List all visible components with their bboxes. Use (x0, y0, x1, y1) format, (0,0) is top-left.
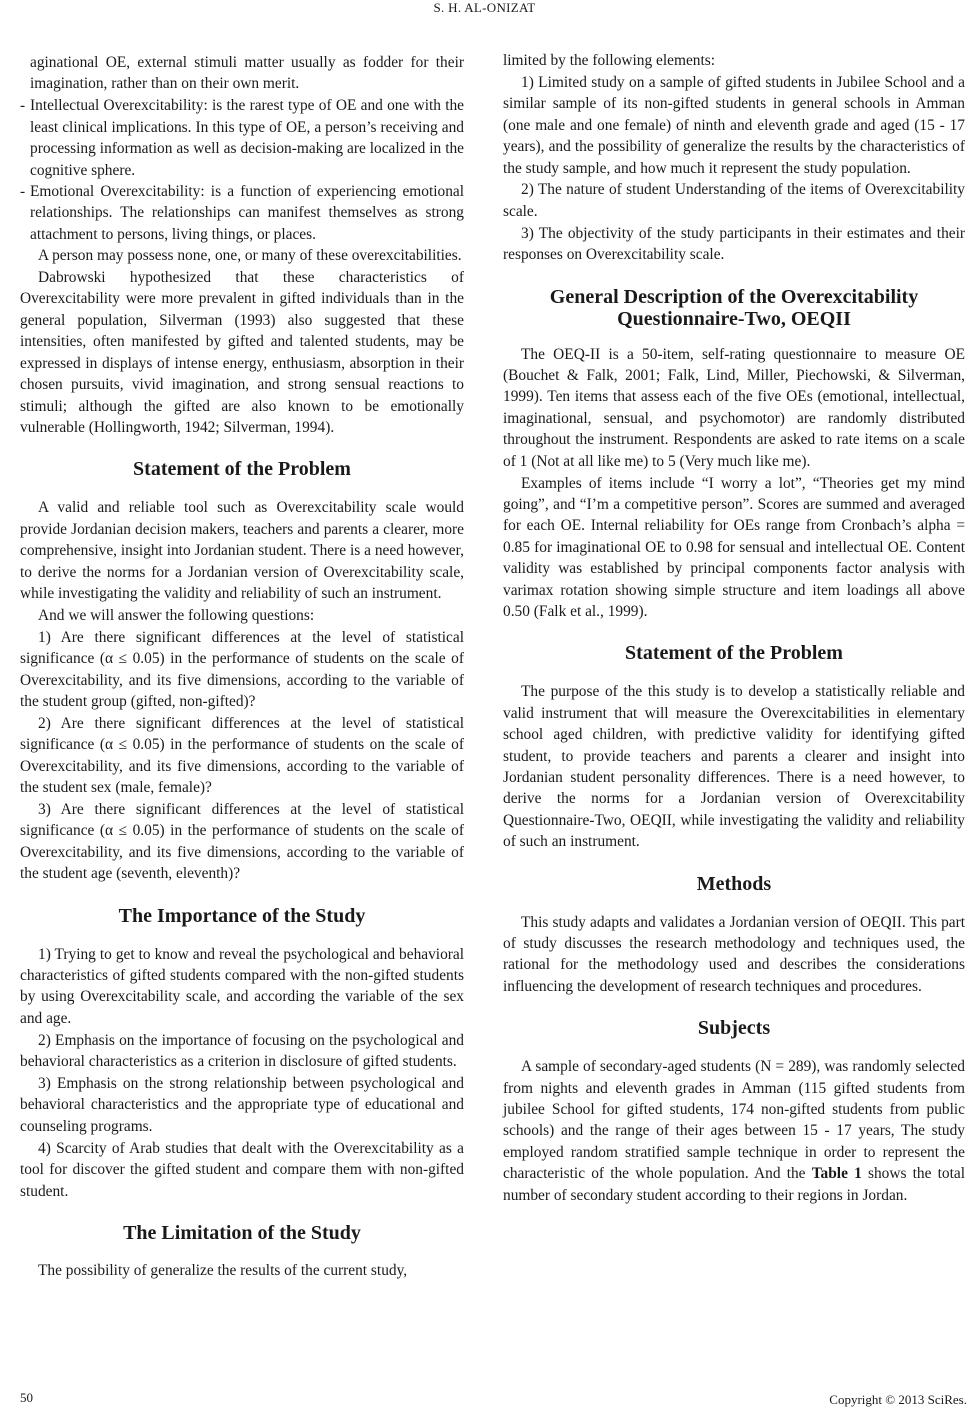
bullet-item (20, 181, 464, 245)
page-number: 50 (20, 1390, 33, 1405)
question-item: 2) Are there significant differences at the level of statistical significance (α ≤ 0.05) in the performance of students on the scale of Overexcitability, and its five dimensions, according to the variable of the student sex (male, female)? (20, 714, 464, 797)
paragraph: Dabrowski hypothesized that these characteristics of Overexcitability were more prevalent in gifted individuals than in the general population, Silverman (1993) also suggested that these intensities, often manifested by gifted and talented students, may be expressed in displays of intense energy, enthusiasm, absorption in their chosen pursuits, vivid imagination, and strong sensual reactions to stimuli; although the gifted are also known to be emotionally vulnerable (Hollingworth, 1942; Silverman, 1994). (20, 269, 464, 436)
section-heading: Statement of the Problem (625, 642, 843, 665)
section-heading: The Limitation of the Study (123, 1222, 361, 1244)
section-heading: Statement of the Problem (133, 458, 351, 481)
limitation-item: 2) The nature of student Understanding of the items of Overexcitability scale. (503, 181, 965, 220)
copyright-notice: Copyright © 2013 SciRes. (829, 1392, 967, 1407)
bullet-dash: - (20, 182, 26, 200)
paragraph: The purpose of the this study is to develop a statistically reliable and valid instrument that will measure the Overexcitabilities in elementary school aged children, with predictive validity for identifying gifted student, to provide teachers and parents a clearer and insight into Jordanian student personality differences. There is a need however, to derive the norms for a Jordanian version of Overexcitability Questionnaire-Two, OEQII, while investigating the validity and reliability of such an instrument. (503, 683, 965, 851)
importance-item: 4) Scarcity of Arab studies that dealt with the Overexcitability as a tool for discover the gifted student and compare them with non-gifted student. (20, 1139, 464, 1200)
section-heading: Subjects (697, 1017, 771, 1040)
bullet-dash: - (20, 97, 26, 115)
paragraph: A person may possess none, one, or many of these overexcitabilities. (38, 247, 462, 265)
paragraph: A valid and reliable tool such as Overexcitability scale would provide Jordanian decision makers, teachers and parents a clearer, more comprehensive, insight into Jordanian student. There is a need however, to derive the norms for a Jordanian version of Overexcitability scale, while investigating the validity and reliability of such an instrument. (20, 499, 464, 602)
right-column (503, 50, 965, 1207)
paragraph: The OEQ-II is a 50-item, self-rating questionnaire to measure OE (Bouchet & Falk, 2001; Falk, Lind, Miller, Piechowski, & Silverman, 1999). Ten items that assess each of the five OEs (emotional, intellectual, imaginational, sensual, and psychomotor) are randomly distributed throughout the instrument. Respondents are asked to rate items on a scale of 1 (Not at all like me) to 5 (Very much like me). (503, 345, 965, 470)
section-heading: Methods (696, 872, 772, 895)
paragraph-text: A sample of secondary-aged students (N = 289), was randomly selected from nights and eleventh grades in Amman (115 gifted students from jubilee School for gifted students, 174 non-gifted students from public schools) and the range of their ages between 15 - 17 years, The study employed random stratified sample technique in order to represent the characteristic of the whole population. And the (503, 1058, 965, 1183)
question-item: 1) Are there significant differences at the level of statistical significance (α ≤ 0.05) in the performance of students on the scale of Overexcitability, and its five dimensions, according to the variable of the student group (gifted, non-gifted)? (20, 628, 464, 710)
paragraph-text: shows the total number of secondary student according to their regions in Jordan. (503, 1165, 965, 1204)
paragraph: This study adapts and validates a Jordanian version of OEQII. This part of study discusses the research methodology and techniques used, the rational for the methodology used and describes the considerations influencing the development of research techniques and procedures. (503, 913, 965, 995)
section-heading: General Description of the Overexcitability Questionnaire-Two, OEQII (549, 285, 919, 330)
importance-item: 1) Trying to get to know and reveal the psychological and behavioral characteristics of gifted students compared with the non-gifted students by using Overexcitability scale, and according the variable of the sex and age. (20, 945, 464, 1027)
paragraph: Examples of items include “I worry a lot”, “Theories get my mind going”, and “I’m a competitive person”. Scores are summed and averaged for each OE. Internal reliability for OEs range from Cronbach’s alpha = 0.85 for imaginational OE to 0.98 for sensual and intellectual OE. Content validity was established by principal components factor analysis with varimax rotation showing simple structure and item loadings all above 0.50 (Falk et al., 1999). (503, 474, 965, 620)
table-reference[interactable]: Table 1 (811, 1165, 862, 1183)
bullet-item (20, 95, 464, 181)
limitation-item: 1) Limited study on a sample of gifted students in Jubilee School and a similar sample of its non-gifted students in general schools in Amman (one male and one female) of ninth and eleventh grade and aged (15 - 17 years), and the possibility of generalize the results by the characteristics of the study sample, and how much it represent the study population. (503, 73, 965, 177)
paragraph: The possibility of generalize the results of the current study, (38, 1262, 408, 1279)
running-head: S. H. AL-ONIZAT (433, 0, 536, 15)
section-heading: The Importance of the Study (118, 904, 366, 927)
paragraph-continued: limited by the following elements: (503, 52, 716, 69)
left-column (20, 52, 464, 1282)
paragraph: And we will answer the following questions: (38, 606, 315, 624)
importance-item: 3) Emphasis on the strong relationship between psychological and behavioral characteristics and the appropriate type of educational and counseling programs. (20, 1075, 464, 1135)
bullet-text: Intellectual Overexcitability: is the rarest type of OE and one with the least clinical implications. In this type of OE, a person’s receiving and processing information as well as decision-making are localized in the cognitive sphere. (30, 97, 464, 179)
limitation-item: 3) The objectivity of the study participants in their estimates and their responses on Overexcitability scale. (503, 224, 965, 264)
question-item: 3) Are there significant differences at the level of statistical significance (α ≤ 0.05) in the performance of students on the scale of Overexcitability, and its five dimensions, according to the variable of the student age (seventh, eleventh)? (20, 801, 464, 883)
paragraph (503, 1056, 965, 1206)
paragraph-continued: aginational OE, external stimuli matter usually as fodder for their imagination, rather than on their own merit. (30, 54, 464, 93)
importance-item: 2) Emphasis on the importance of focusing on the psychological and behavioral characteristics as a criterion in disclosure of gifted students. (20, 1031, 464, 1071)
bullet-text: Emotional Overexcitability: is a function of experiencing emotional relationships. The relationships can manifest themselves as strong attachment to persons, living things, or places. (30, 182, 464, 243)
